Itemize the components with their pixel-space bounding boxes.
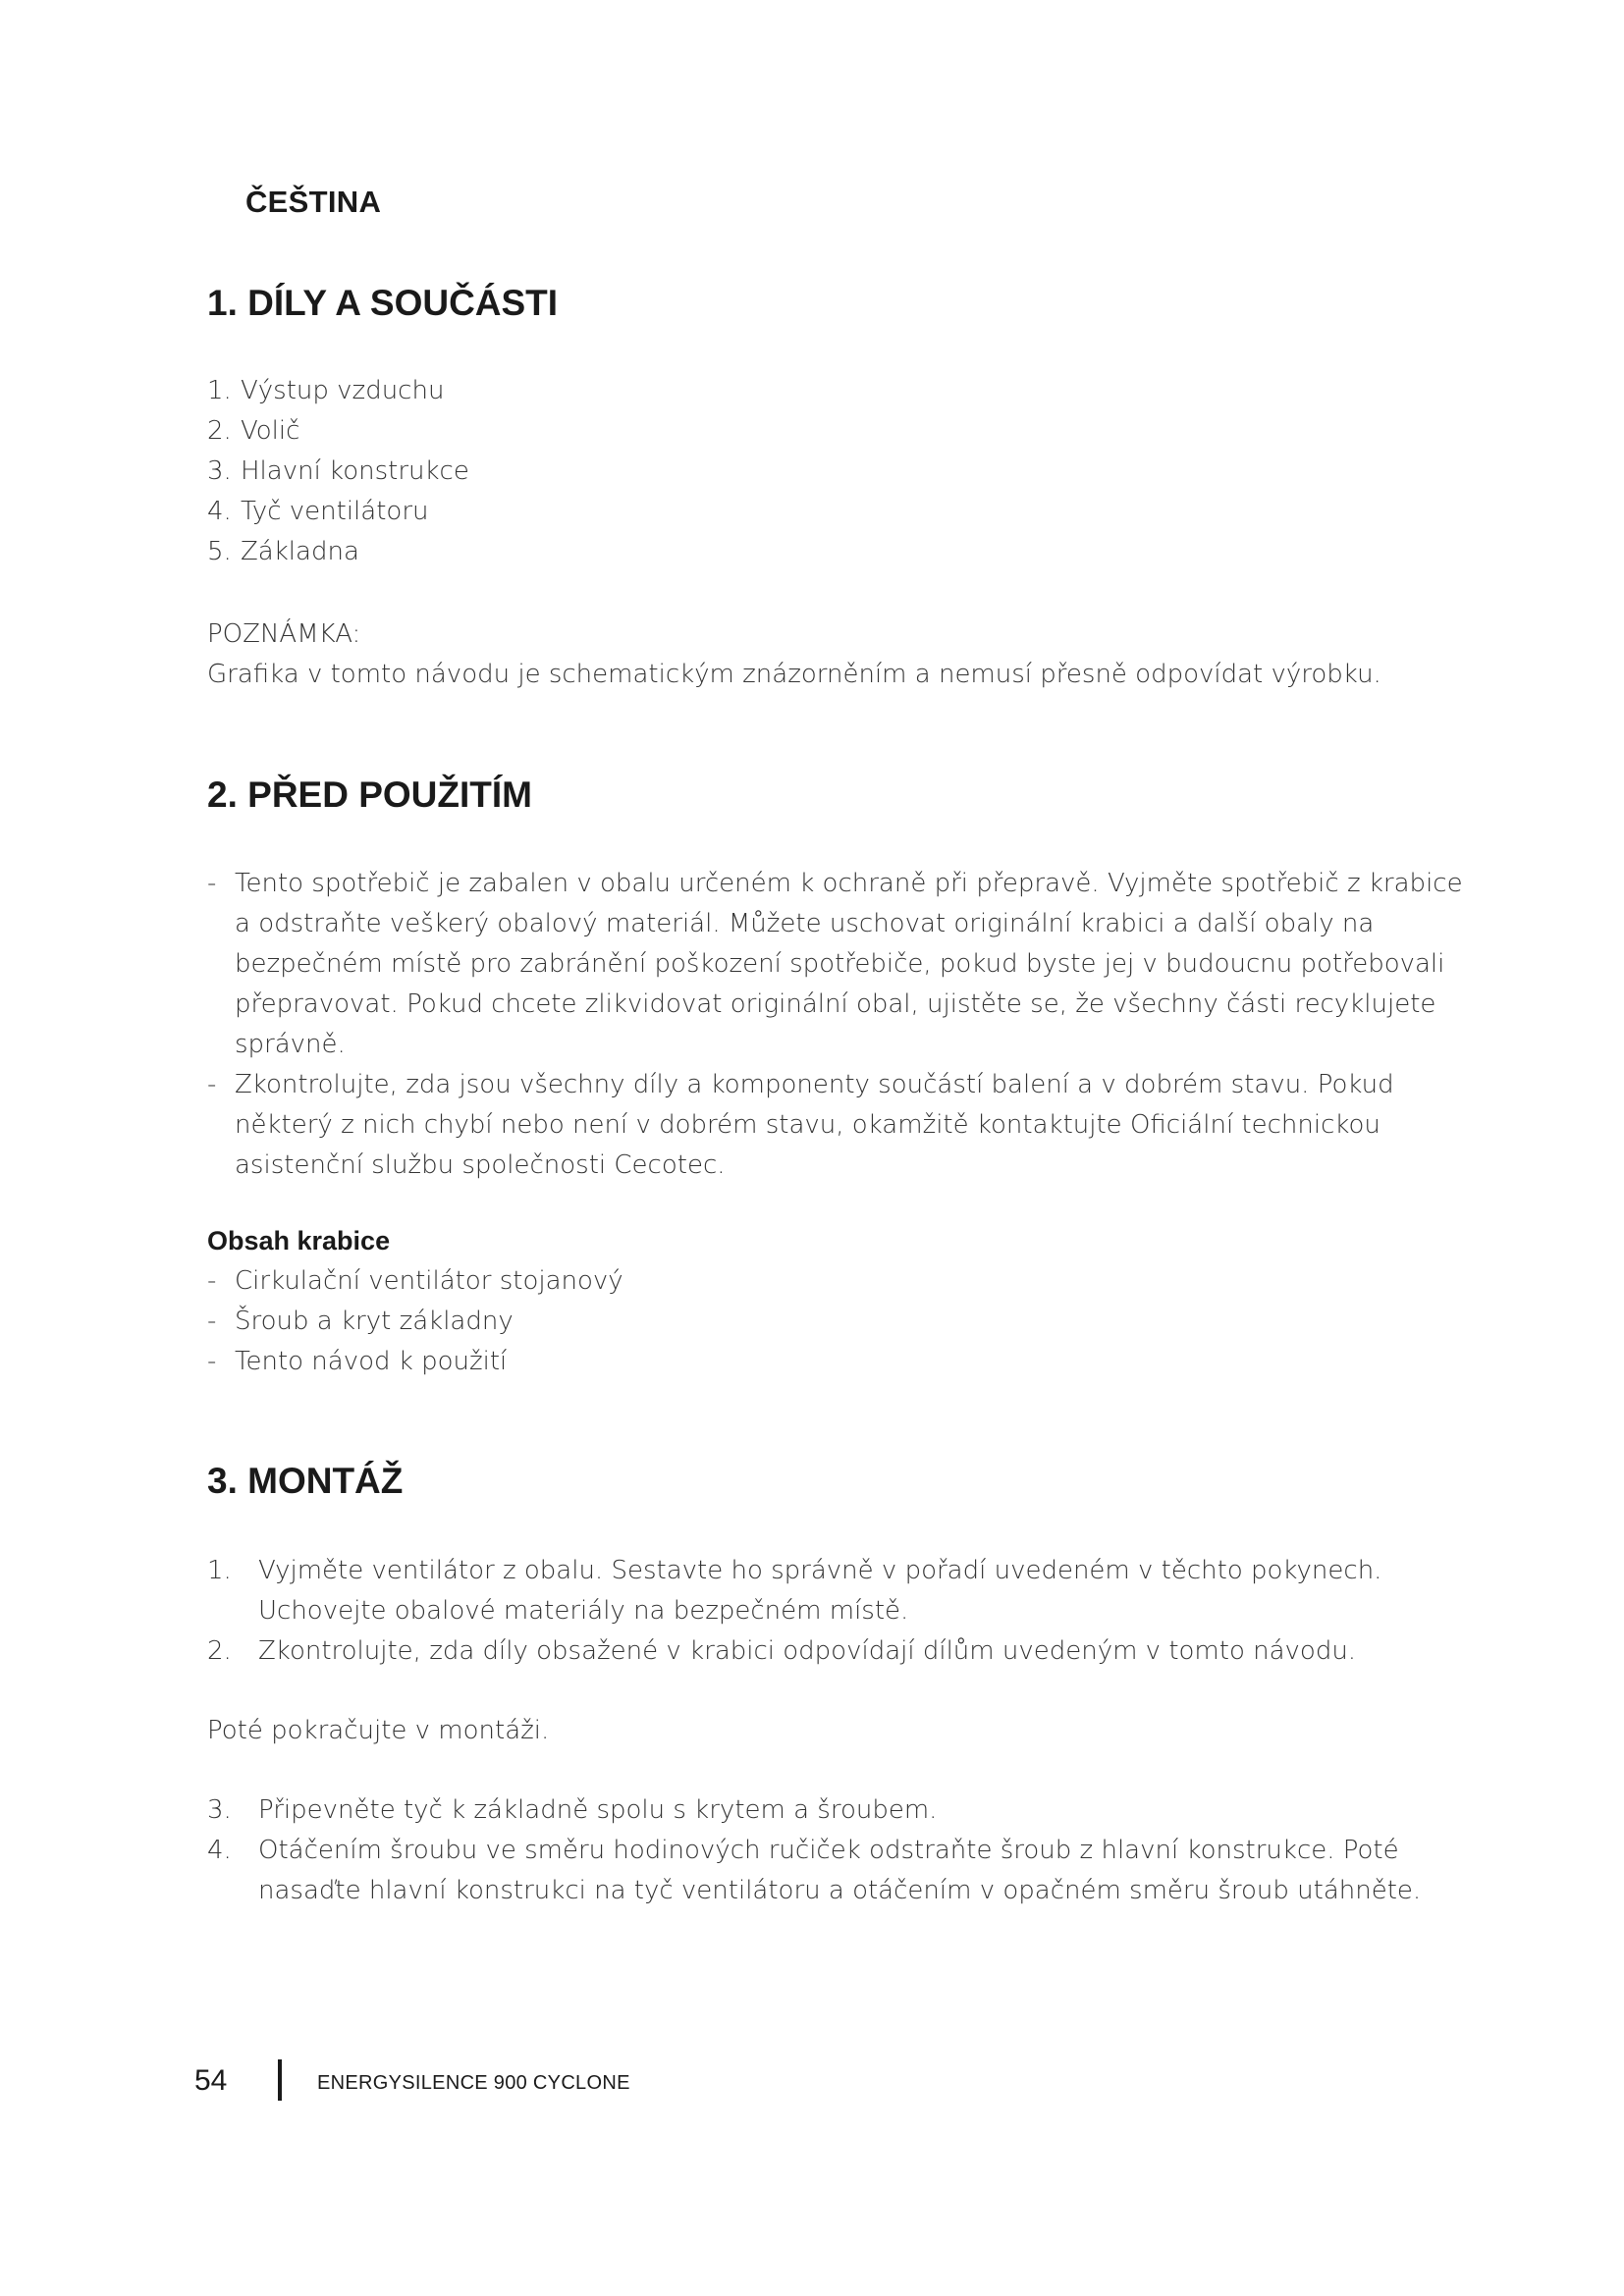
- list-item: 4. Tyč ventilátoru: [207, 497, 429, 526]
- list-item: 5. Základna: [207, 537, 359, 566]
- section-1-title: 1. DÍLY A SOUČÁSTI: [207, 283, 559, 323]
- note-text: Grafika v tomto návodu je schematickým znázorněním a nemusí přesně odpovídat výrobku.: [207, 660, 1381, 689]
- list-item: 3. Hlavní konstrukce: [207, 456, 469, 486]
- footer-divider: [278, 2059, 282, 2101]
- list-item: - Zkontrolujte, zda jsou všechny díly a komponenty součástí balení a v dobrém stavu. Pokud některý z nich chybí nebo není v dobrém stavu, okamžitě kontaktujte Oficiální technickou asistenční službu společnosti Cecotec.: [207, 1070, 1394, 1180]
- list-item: 4. Otáčením šroubu ve směru hodinových ručiček odstraňte šroub z hlavní konstrukce. Poté nasaďte hlavní konstrukci na tyč ventilátoru a otáčením v opačném směru šroub utáhněte.: [207, 1836, 1422, 1905]
- list-item: 3. Připevněte tyč k základně spolu s krytem a šroubem.: [207, 1795, 938, 1825]
- note-label: POZNÁMKA:: [207, 619, 361, 649]
- section-3-title: 3. MONTÁŽ: [207, 1461, 404, 1501]
- continue-text: Poté pokračujte v montáži.: [207, 1716, 550, 1745]
- assembly-steps-a: [207, 1551, 1474, 1672]
- list-item: - Cirkulační ventilátor stojanový: [207, 1266, 623, 1296]
- continue-text-wrap: [207, 1711, 1474, 1751]
- list-item: 2. Volič: [207, 416, 300, 446]
- parts-list: [207, 371, 1474, 572]
- box-contents-title: Obsah krabice: [207, 1226, 391, 1255]
- list-item: 1. Výstup vzduchu: [207, 376, 445, 405]
- list-item: - Tento návod k použití: [207, 1347, 508, 1376]
- list-item: - Šroub a kryt základny: [207, 1307, 514, 1336]
- product-name: ENERGYSILENCE 900 CYCLONE: [317, 2072, 630, 2094]
- page-number: 54: [194, 2064, 228, 2097]
- language-label: ČEŠTINA: [245, 185, 382, 219]
- before-use-list: [207, 864, 1474, 1186]
- list-item: 2. Zkontrolujte, zda díly obsažené v krabici odpovídají dílům uvedeným v tomto návodu.: [207, 1636, 1357, 1666]
- section-2-title: 2. PŘED POUŽITÍM: [207, 774, 532, 815]
- assembly-steps-b: [207, 1790, 1474, 1911]
- list-item: 1. Vyjměte ventilátor z obalu. Sestavte ho správně v pořadí uvedeném v těchto pokynech. Uchovejte obalové materiály na bezpečném místě.: [207, 1556, 1382, 1626]
- list-item: - Tento spotřebič je zabalen v obalu určeném k ochraně při přepravě. Vyjměte spotřebič z krabice a odstraňte veškerý obalový materiál. Můžete uschovat originální krabici a další obaly na bezpečném místě pro zabránění poškození spotřebiče, pokud byste jej v budoucnu potřebovali přepravovat. Pokud chcete zlikvidovat originální obal, ujistěte se, že všechny části recyklujete správně.: [207, 869, 1463, 1059]
- box-contents: [207, 1221, 1474, 1382]
- note: [207, 614, 1474, 695]
